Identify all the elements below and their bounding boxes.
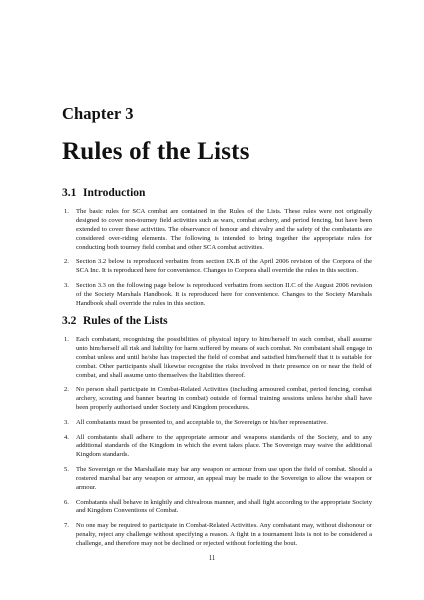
list-item: [62, 522, 372, 549]
item-number: 1.: [64, 336, 69, 343]
item-number: 3.: [64, 418, 69, 426]
item-text: All combatants must be presented to, and acceptable to, the Sovereign or his/her representative.: [76, 418, 328, 426]
list-item: [62, 434, 372, 461]
list-item: [62, 282, 372, 309]
item-text: Each combatant, recognising the possibilities of physical injury to him/herself in such combat, shall assume unto him/herself all risk and liability for harm suffered by means of such combat. No combatant shall engage in combat unless and until he/she has inspected the field of combat and satisfied him/herself that it is suitable for combat. Other participants shall likewise recognise the risks involved in their presence on or near the field of combat, and shall assume unto themselves the liabilities thereof.: [76, 336, 372, 379]
section-rules-of-the-lists: [62, 315, 372, 555]
section-heading: [62, 187, 372, 199]
section-title: Rules of the Lists: [83, 315, 168, 327]
numbered-list: [62, 336, 372, 549]
list-item: [62, 258, 372, 276]
item-text: Combatants shall behave in knightly and chivalrous manner, and shall fight according to the appropriate Society and Kingdom Conventions of Combat.: [76, 498, 373, 515]
list-item: [62, 419, 372, 428]
item-number: 1.: [64, 208, 69, 215]
list-item: [62, 336, 372, 381]
numbered-list: [62, 208, 372, 309]
item-text: Section 3.3 on the following page below is reproduced verbatim from section II.C of the August 2006 revision of the Society Marshals Handbook. It is reproduced here for convenience. Changes to the Society Marshals Handbook shall override the rules in this section.: [76, 281, 372, 307]
item-number: 3.: [64, 281, 69, 289]
list-item: [62, 466, 372, 493]
section-number: 3.2: [62, 315, 77, 327]
item-number: 4.: [64, 433, 69, 441]
list-item: [62, 499, 372, 517]
item-text: All combatants shall adhere to the appropriate armour and weapons standards of the Society, and to any additional standards of the Kingdom in which the event takes place. The Sovereign may waive the additional Kingdom standards.: [76, 433, 372, 459]
chapter-label: Chapter 3: [62, 104, 134, 123]
chapter-title: Rules of the Lists: [62, 138, 250, 165]
section-number: 3.1: [62, 187, 77, 199]
item-number: 5.: [64, 466, 69, 474]
item-number: 2.: [64, 258, 69, 266]
item-text: No one may be required to participate in Combat-Related Activities. Any combatant may, without dishonour or penalty, reject any challenge without specifying a reason. A fight in a tournament lists is not to be considered a challenge, and therefore may not be declined or rejected without forfeiting the bout.: [76, 522, 372, 547]
item-text: Section 3.2 below is reproduced verbatim from section IX.B of the April 2006 revision of the Corpora of the SCA Inc. It is reproduced here for convenience. Changes to Corpora shall override the rules in this section.: [76, 258, 372, 275]
item-number: 2.: [64, 386, 69, 394]
item-number: 6.: [64, 498, 69, 506]
item-text: No person shall participate in Combat-Related Activities (including armoured combat, period fencing, combat archery, scouting and banner bearing in combat) outside of formal training sessions unless he/she shall have been properly authorised under Society and Kingdom procedures.: [76, 386, 372, 412]
section-title: Introduction: [83, 187, 146, 199]
item-text: The basic rules for SCA combat are contained in the Rules of the Lists. These rules were not originally designed to cover non-tourney field activities such as wars, combat archery, and period fencing, but have been extended to cover these activities. The observance of honour and chivalry and the safety of the combatants are considered over-riding elements. The following is intended to bring together the appropriate rules for conducting both tourney field combat and other SCA combat activities.: [76, 208, 372, 251]
list-item: [62, 386, 372, 413]
section-heading: [62, 315, 372, 327]
page-number: 11: [208, 555, 216, 562]
list-item: [62, 208, 372, 253]
item-number: 7.: [64, 522, 69, 530]
section-introduction: [62, 187, 372, 314]
item-text: The Sovereign or the Marshallate may bar any weapon or armour from use upon the field of combat. Should a rostered marshal bar any weapon or armour, an appeal may be made to the Sovereign to allow the weapon or armour.: [76, 466, 372, 491]
